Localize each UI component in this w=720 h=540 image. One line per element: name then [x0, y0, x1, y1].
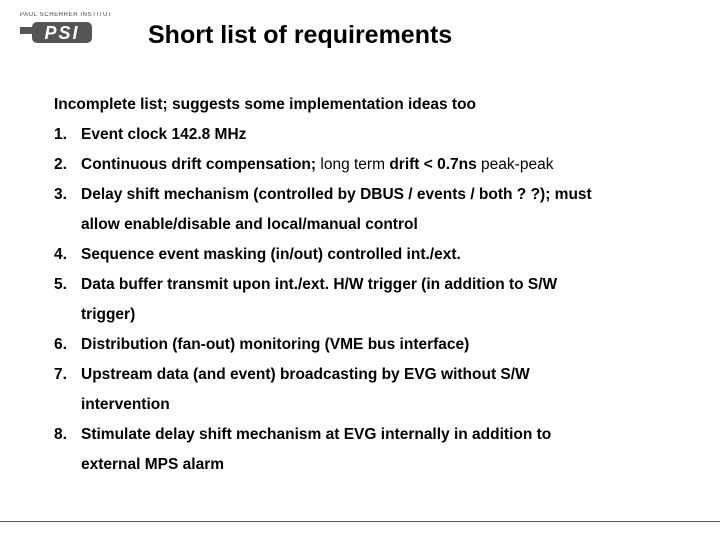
psi-logo	[20, 12, 120, 46]
list-item	[54, 240, 694, 270]
intro-text: Incomplete list; suggests some implementation ideas too	[54, 96, 477, 113]
item-text: Distribution (fan-out) monitoring (VME bus interface)	[81, 336, 470, 353]
page-title: Short list of requirements	[148, 21, 453, 49]
logo-bar	[20, 27, 34, 34]
item-text	[81, 150, 694, 180]
item-text-part: long term	[316, 156, 390, 173]
item-line: intervention	[81, 396, 170, 413]
item-line: Delay shift mechanism (controlled by DBUS / events / both ? ?); must	[81, 186, 592, 203]
list-item	[54, 120, 694, 150]
list-item	[54, 330, 694, 360]
item-text	[81, 420, 694, 480]
item-number: 7.	[54, 366, 67, 383]
item-number: 3.	[54, 186, 67, 203]
item-line: Data buffer transmit upon int./ext. H/W trigger (in addition to S/W	[81, 276, 558, 293]
item-number: 4.	[54, 246, 67, 263]
list-item	[54, 180, 694, 240]
item-line: external MPS alarm	[81, 456, 225, 473]
list-item	[54, 150, 694, 180]
requirements-content	[54, 90, 694, 480]
item-text: Event clock 142.8 MHz	[81, 126, 247, 143]
logo-text: PSI	[44, 23, 80, 43]
psi-logo-icon	[20, 21, 96, 45]
item-number: 1.	[54, 126, 67, 143]
logo-caption: PAUL SCHERRER INSTITUT	[20, 12, 113, 18]
footer-divider	[0, 521, 720, 522]
item-text	[81, 270, 694, 330]
list-item	[54, 270, 694, 330]
item-line: allow enable/disable and local/manual control	[81, 216, 418, 233]
item-number: 5.	[54, 276, 67, 293]
list-item	[54, 360, 694, 420]
item-text-part: drift < 0.7ns	[389, 156, 477, 173]
list-item	[54, 420, 694, 480]
item-line: trigger)	[81, 306, 136, 323]
item-text	[81, 180, 694, 240]
item-number: 8.	[54, 426, 67, 443]
item-text	[81, 360, 694, 420]
requirements-list	[54, 120, 694, 480]
item-text-part: Continuous drift compensation;	[81, 156, 317, 173]
item-number: 2.	[54, 156, 67, 173]
item-line: Upstream data (and event) broadcasting by EVG without S/W	[81, 366, 530, 383]
item-text-part: peak-peak	[476, 156, 554, 173]
item-line: Stimulate delay shift mechanism at EVG internally in addition to	[81, 426, 552, 443]
item-number: 6.	[54, 336, 67, 353]
item-text: Sequence event masking (in/out) controlled int./ext.	[81, 246, 461, 263]
